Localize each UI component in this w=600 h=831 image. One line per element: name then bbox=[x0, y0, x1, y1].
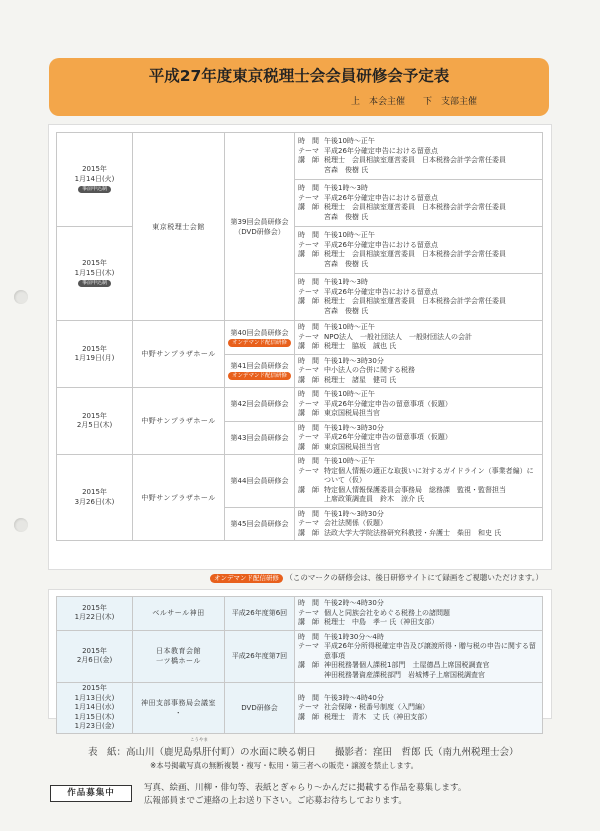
table-row bbox=[57, 133, 543, 180]
session-detail: 時 間 午後1時～3時 テーマ 平成26年分確定申告における留意点 講 師 税理士 会員相談室運営委員 日本税務会計学会常任委員 宮森 俊樹 氏 bbox=[295, 274, 543, 321]
table-row bbox=[57, 455, 543, 508]
on-demand-note: オンデマンド配信研修 （このマークの研修会は、後日研修サイトにて録画をご視聴いただけます。） bbox=[210, 572, 543, 583]
date-cell: 2015年 1月14日(火) 事前申込制 bbox=[57, 133, 133, 227]
session-detail: 時 間 午後1時～3時30分 テーマ 平成26年分確定申告の留意事項（仮題） 講 師 東京国税局担当官 bbox=[295, 421, 543, 455]
cover-caption: こうやま 表 紙：高山川（鹿児島県肝付町）の水面に映る朝日 撮影者：窪田 哲郎 氏（南九州税理士会） bbox=[88, 738, 519, 758]
meeting-cell: 平成26年度第6回 bbox=[225, 597, 295, 631]
on-demand-badge: オンデマンド配信研修 bbox=[228, 339, 291, 347]
punch-hole bbox=[14, 290, 28, 304]
date-cell: 2015年 2月5日(木) bbox=[57, 388, 133, 455]
meeting-cell: 平成26年度第7回 bbox=[225, 630, 295, 683]
venue-cell: 神田支部事務局会議室 ・ bbox=[133, 683, 225, 734]
meeting-cell: 第44回会員研修会 bbox=[225, 455, 295, 508]
page-title: 平成27年度東京税理士会会員研修会予定表 bbox=[148, 67, 450, 85]
session-detail: 時 間 午後1時～3時30分 テーマ 中小法人の合併に関する税務 講 師 税理士 諸星 健司 氏 bbox=[295, 354, 543, 388]
meeting-cell: 第41回会員研修会 オンデマンド配信研修 bbox=[225, 354, 295, 388]
page-subtitle: 上 本会主催 下 支部主催 bbox=[350, 97, 477, 107]
date-cell: 2015年 2月6日(金) bbox=[57, 630, 133, 683]
date-cell: 2015年 3月26日(木) bbox=[57, 455, 133, 541]
session-detail: 時 間 午後10時～正午 テーマ 平成26年分確定申告の留意事項（仮題） 講 師 東京国税局担当官 bbox=[295, 388, 543, 422]
recruit-text: 写真、絵画、川柳・俳句等、表紙とぎゃらり～かんだに掲載する作品を募集します。 広報部員までご連絡の上お送り下さい。ご応募お待ちしております。 bbox=[144, 783, 467, 806]
on-demand-badge: オンデマンド配信研修 bbox=[228, 372, 291, 380]
table-row bbox=[57, 683, 543, 734]
venue-cell: 日本教育会館 一ツ橋ホール bbox=[133, 630, 225, 683]
meeting-cell: 第45回会員研修会 bbox=[225, 507, 295, 541]
session-detail: 時 間 午後3時～4時40分 テーマ 社会保障・税番号制度（入門編） 講 師 税理士 青木 丈 氏（神田支部） bbox=[295, 683, 543, 734]
session-detail: 時 間 午後1時～3時30分 テーマ 会社法関係（仮題） 講 師 法政大学大学院法務研究科教授・弁護士 柴田 和史 氏 bbox=[295, 507, 543, 541]
session-detail: 時 間 午後10時～正午 テーマ 平成26年分確定申告における留意点 講 師 税理士 会員相談室運営委員 日本税務会計学会常任委員 宮森 俊樹 氏 bbox=[295, 227, 543, 274]
advance-badge: 事前申込制 bbox=[78, 280, 111, 287]
date-cell: 2015年 1月22日(木) bbox=[57, 597, 133, 631]
venue-cell: 中野サンプラザホール bbox=[133, 388, 225, 455]
venue-cell: 中野サンプラザホール bbox=[133, 321, 225, 388]
session-detail: 時 間 午後2時～4時30分 テーマ 個人と同族会社をめぐる税務上の諸問題 講 師 税理士 中島 孝一 氏（神田支部） bbox=[295, 597, 543, 631]
venue-cell: 中野サンプラザホール bbox=[133, 455, 225, 541]
punch-hole bbox=[14, 518, 28, 532]
venue-cell: 東京税理士会館 bbox=[133, 133, 225, 321]
table-row bbox=[57, 630, 543, 683]
session-detail: 時 間 午後10時～正午 テーマ 特定個人情報の適正な取扱いに対するガイドライン（事業者編）について（仮） 講 師 特定個人情報保護委員会事務局 総務課 監視・監督担当 上席政策調査員 鈴木 涼介 氏 bbox=[295, 455, 543, 508]
table-row bbox=[57, 388, 543, 422]
table-row bbox=[57, 321, 543, 355]
table-row bbox=[57, 227, 543, 274]
meeting-cell: 第43回会員研修会 bbox=[225, 421, 295, 455]
recruit-heading: 作品募集中 bbox=[50, 785, 132, 802]
headquarters-schedule-table bbox=[56, 132, 543, 541]
date-cell: 2015年 1月19日(月) bbox=[57, 321, 133, 388]
furigana: こうやま bbox=[190, 738, 208, 743]
meeting-cell: 第40回会員研修会 オンデマンド配信研修 bbox=[225, 321, 295, 355]
branch-schedule-table bbox=[56, 596, 543, 734]
copyright-note: ※本号掲載写真の無断複製・複写・転用・第三者への販売・譲渡を禁止します。 bbox=[150, 761, 419, 770]
meeting-cell: 第42回会員研修会 bbox=[225, 388, 295, 422]
advance-badge: 事前申込制 bbox=[78, 186, 111, 193]
on-demand-badge: オンデマンド配信研修 bbox=[210, 574, 283, 583]
meeting-cell: 第39回会員研修会 （DVD研修会） bbox=[225, 133, 295, 321]
session-detail: 時 間 午後1時30分～4時 テーマ 平成26年分所得税確定申告及び譲渡所得・贈与税の申告に関する留意事項 講 師 神田税務署個人課税1部門 土屋德昌上席国税調査官 神田税務署資産課税部門 岩城博子上席国税調査官 bbox=[295, 630, 543, 683]
venue-cell: ベルサール神田 bbox=[133, 597, 225, 631]
title-banner bbox=[49, 58, 549, 116]
session-detail: 時 間 午後10時～正午 テーマ NPO法人 一般社団法人 一般財団法人の会計 講 師 税理士 脇坂 誠也 氏 bbox=[295, 321, 543, 355]
session-detail: 時 間 午後10時～正午 テーマ 平成26年分確定申告における留意点 講 師 税理士 会員相談室運営委員 日本税務会計学会常任委員 宮森 俊樹 氏 bbox=[295, 133, 543, 180]
date-cell: 2015年 1月15日(木) 事前申込制 bbox=[57, 227, 133, 321]
date-cell: 2015年 1月13日(火) 1月14日(水) 1月15日(木) 1月23日(金) bbox=[57, 683, 133, 734]
table-row bbox=[57, 597, 543, 631]
session-detail: 時 間 午後1時～3時 テーマ 平成26年分確定申告における留意点 講 師 税理士 会員相談室運営委員 日本税務会計学会常任委員 宮森 俊樹 氏 bbox=[295, 180, 543, 227]
meeting-cell: DVD研修会 bbox=[225, 683, 295, 734]
